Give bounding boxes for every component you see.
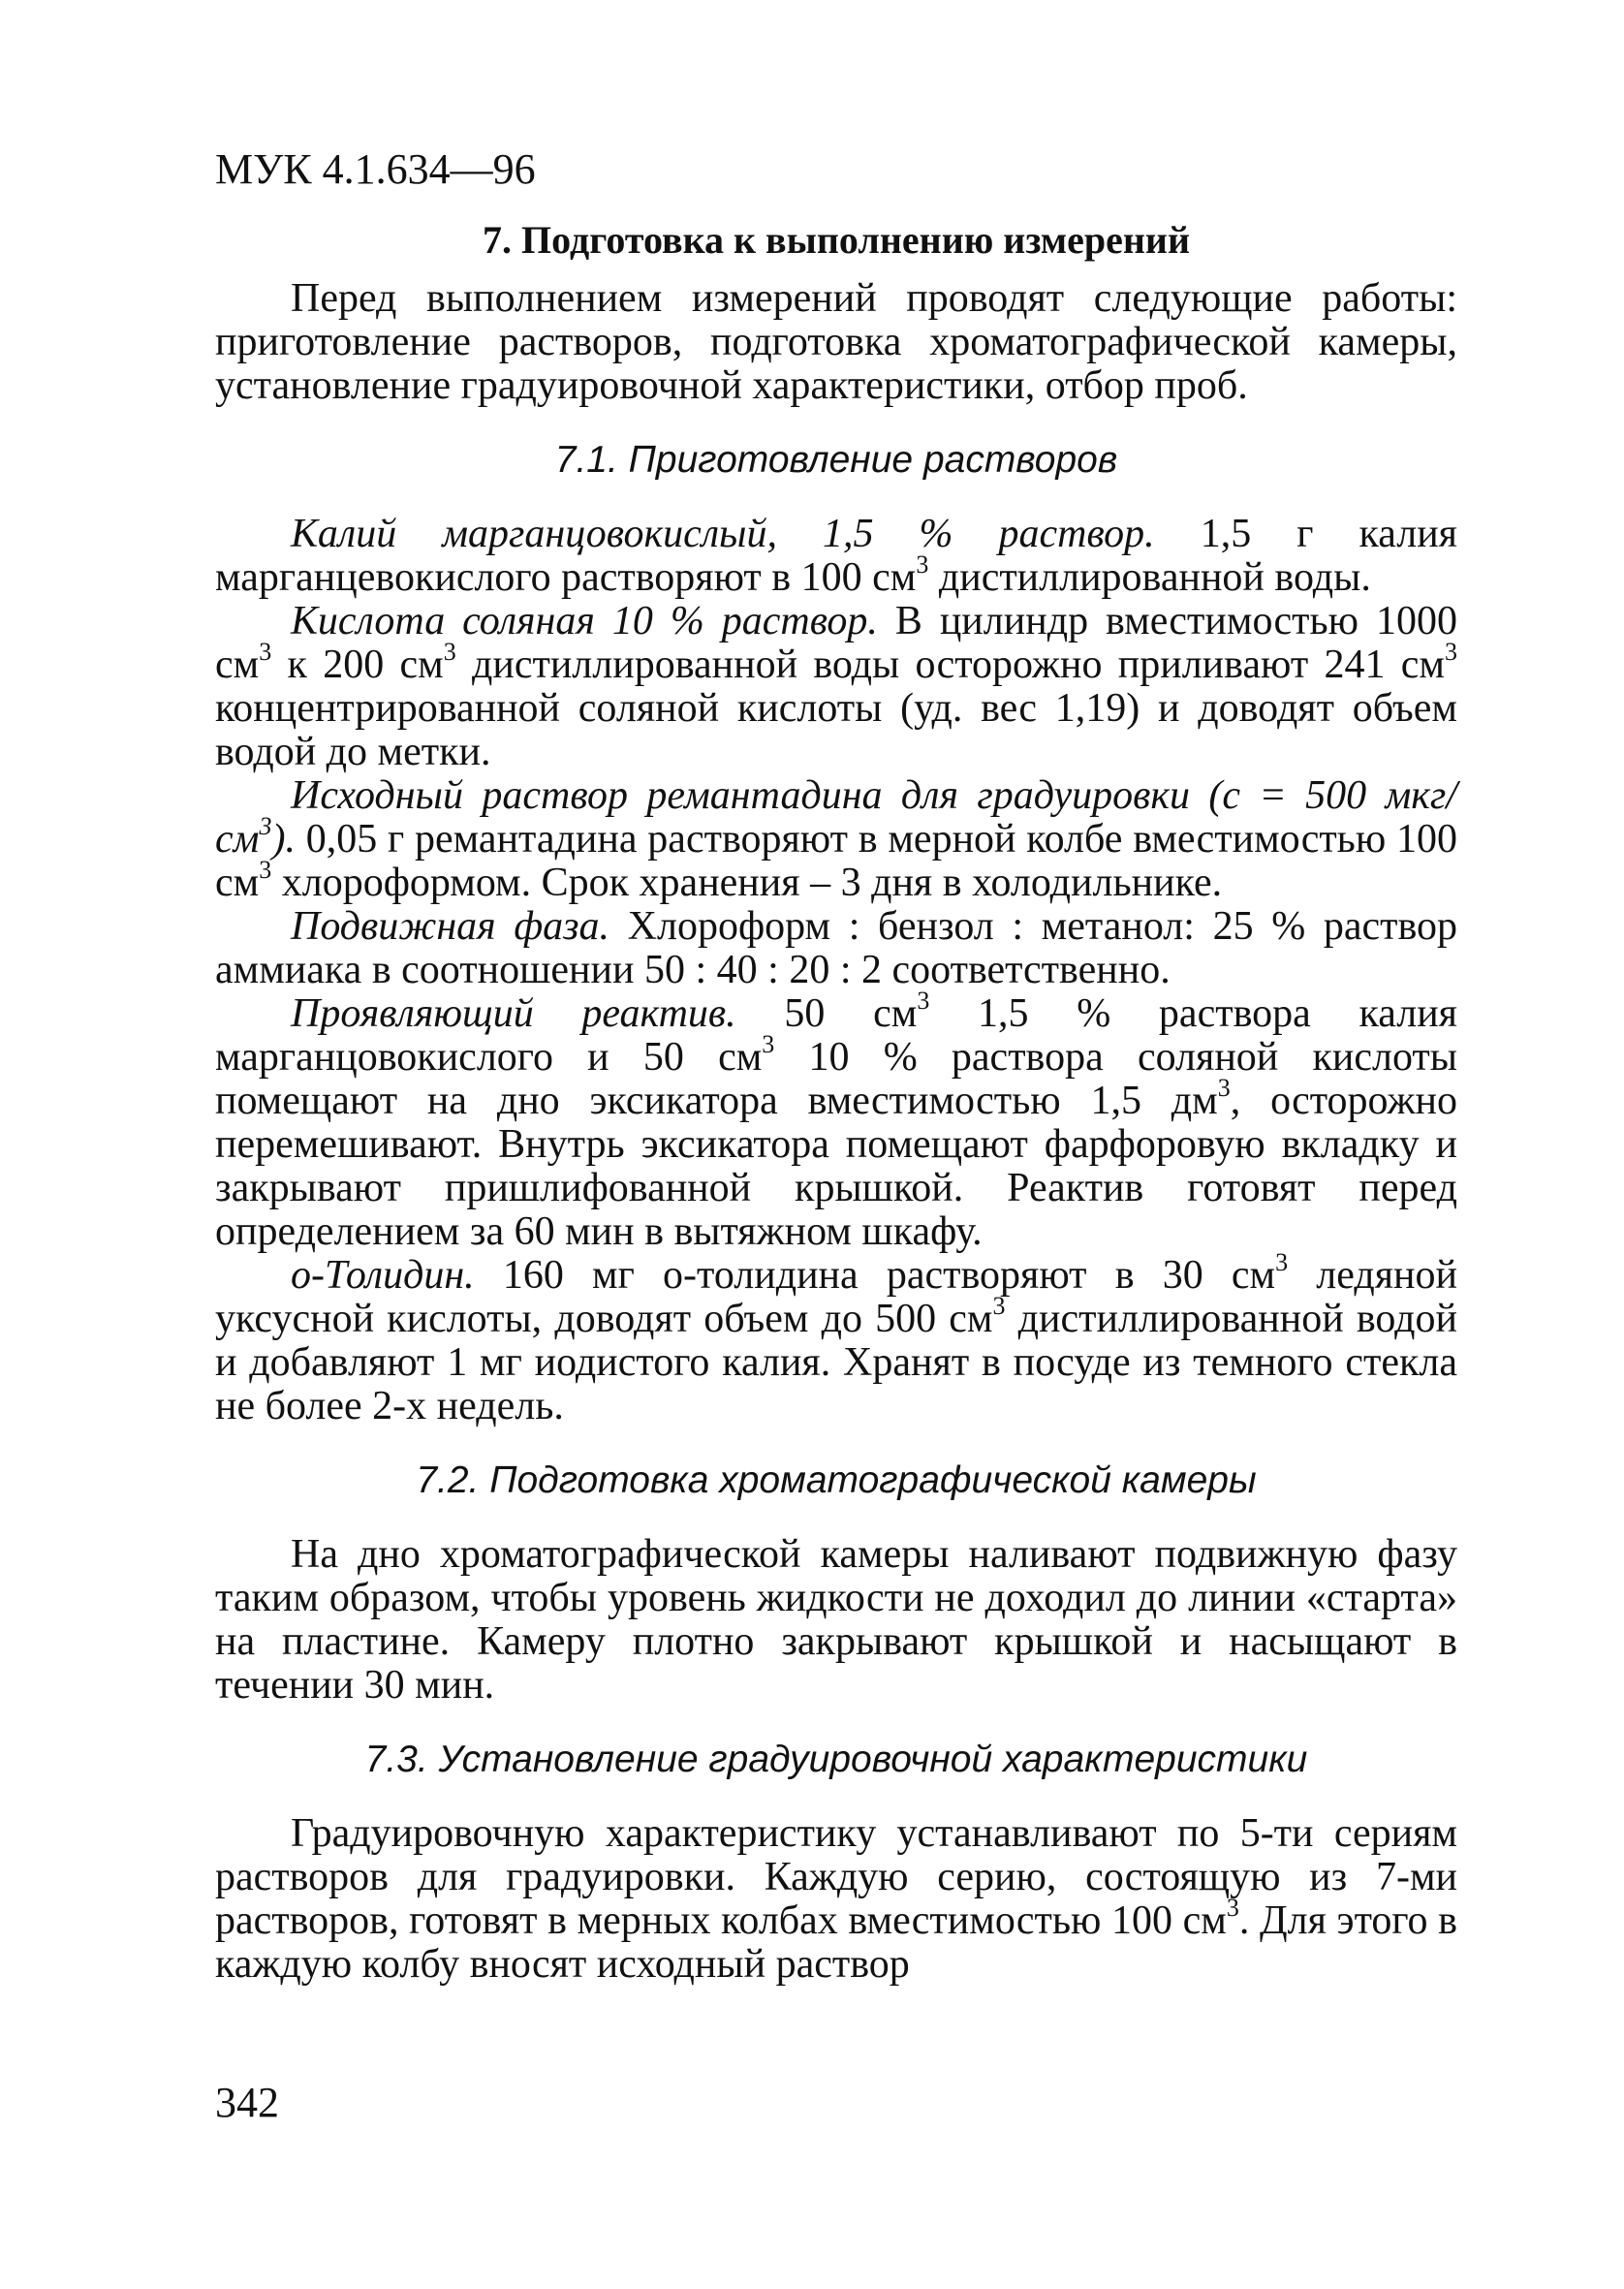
reagent-lead: Кислота соляная 10 % раствор.: [291, 599, 878, 643]
subsection-title-7-3: 7.3. Установление градуировочной характеристики: [364, 1739, 1308, 1780]
calibration-paragraph: Градуировочную характеристику устанавливают по 5-ти сериям растворов для градуировки. Каждую серию, состоящую из 7-ми растворов, готовят в мерных колбах вместимостью 100 $см^3$. Для этого в каждую колбу вносят исходный раствор: [215, 1811, 1457, 1987]
section-intro-paragraph: Перед выполнением измерений проводят следующие работы: приготовление растворов, подготовка хроматографической камеры, установление градуировочной характеристики, отбор проб.: [215, 276, 1457, 408]
chamber-preparation-paragraph: На дно хроматографической камеры наливают подвижную фазу таким образом, чтобы уровень жидкости не доходил до линии «старта» на пластине. Камеру плотно закрывают крышкой и насыщают в течении 30 мин.: [215, 1532, 1457, 1708]
reagent-paragraph-o-tolidine: о-Толидин. 160 мг о-толидина растворяют в 30 $см^3$ ледяной уксусной кислоты, доводят объем до 500 $см^3$ дистиллированной водой и добавляют 1 мг иодистого калия. Хранят в посуде из темного стекла не более 2-х недель.: [215, 1248, 1458, 1428]
reagent-lead: Калий марганцовокислый, 1,5 % раствор.: [291, 512, 1155, 556]
reagent-lead: о-Толидин.: [291, 1253, 475, 1298]
document-page: [215, 145, 1457, 1987]
reagent-lead: Подвижная фаза.: [291, 904, 610, 949]
page-number: 342: [215, 2079, 279, 2126]
reagent-lead: Проявляющий реактив.: [291, 991, 736, 1036]
subsection-title-7-2: 7.2. Подготовка хроматографической камеры: [416, 1459, 1257, 1501]
subsection-title-7-1: 7.1. Приготовление растворов: [554, 439, 1118, 481]
reagent-paragraph-developing-reagent: Проявляющий реактив. 50 $см^3$ 1,5 % раствора калия марганцовокислого и 50 $см^3$ 10 % раствора соляной кислоты помещают на дно эксикатора вместимостью 1,5 $дм^3$, осторожно перемешивают. Внутрь эксикатора помещают фарфоровую вкладку и закрывают пришлифованной крышкой. Реактив готовят перед определением за 60 мин в вытяжном шкафу.: [215, 987, 1458, 1254]
reagent-paragraph-mobile-phase: Подвижная фаза. Хлороформ : бензол : метанол: 25 % раствор аммиака в соотношении 50 : 40 : 20 : 2 соответственно.: [215, 904, 1458, 992]
reagent-paragraph-remantadine-stock: Исходный раствор ремантадина для градуировки (с = 500 мкг/$см^3$). 0,05 г ремантадина растворяют в мерной колбе вместимостью 100 $см^3$ хлороформом. Срок хранения – 3 дня в холодильнике.: [215, 773, 1457, 905]
reagent-lead: Исходный раствор ремантадина для градуировки (с = 500 мкг/$см^3$).: [215, 773, 1457, 862]
reagent-paragraph-hydrochloric-acid: Кислота соляная 10 % раствор. В цилиндр вместимостью 1000 $см^3$ к 200 $см^3$ дистиллированной воды осторожно приливают 241 $см^3$ концентрированной соляной кислоты (уд. вес 1,19) и доводят объем водой до метки.: [215, 599, 1457, 774]
reagent-paragraph-potassium-permanganate: Калий марганцовокислый, 1,5 % раствор. 1,5 г калия марганцевокислого растворяют в 100 $см^3$ дистиллированной воды.: [215, 512, 1458, 600]
document-code: МУК 4.1.634—96: [215, 145, 536, 193]
section-title: 7. Подготовка к выполнению измерений: [483, 218, 1190, 262]
